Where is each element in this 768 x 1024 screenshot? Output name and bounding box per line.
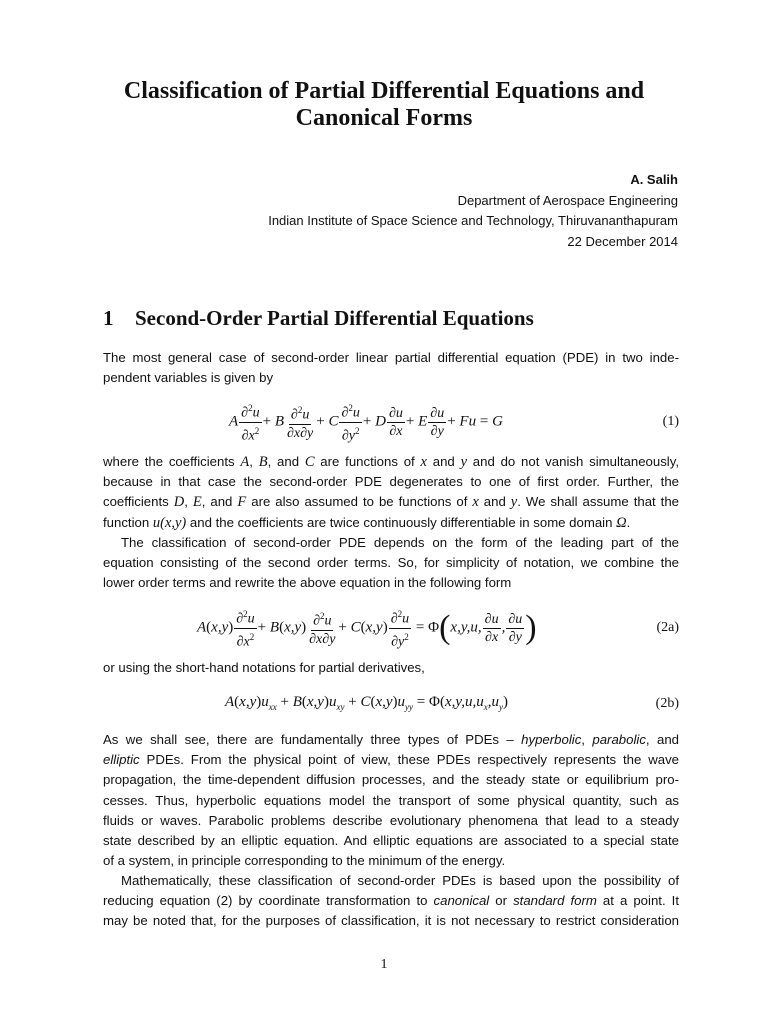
text-line: As we shall see, there are fundamentally three types of PDEs – hyperbolic, parabolic, and: [103, 732, 679, 747]
page-number: 1: [380, 957, 388, 972]
author-block: [268, 170, 678, 252]
equation-2b-body: $A(x,y)u_{xx} + B(x,y)u_{xy} + C(x,y)u_{yy} = \Phi(x,y,u,u_x,u_y)$: [225, 694, 508, 712]
text-line: state described by an elliptic equation. And elliptic equations are associated to a special state: [103, 833, 679, 849]
text-line: The most general case of second-order linear partial differential equation (PDE) in two inde-: [103, 350, 679, 365]
equation-1: [103, 400, 679, 444]
text-line: may be noted that, for the purposes of classification, it is not necessary to restrict consideration: [103, 913, 679, 929]
equation-2a-body: A(x,y) $\frac{\partial^2u}{\partial x^2}$ + B(x,y) $\frac{\partial^2u}{\partial x\partial y}$ + C(x,y) $\frac{\partial^2u}{\partial y^2}$ = Φ(x,y,u, $\frac{\partial u}{\partial x}$ , $\frac{\partial u}{\partial y}$ ): [197, 606, 537, 650]
equation-number: (1): [662, 414, 679, 429]
paragraph-canonical: [103, 871, 679, 932]
author-department: Department of Aerospace Engineering: [457, 192, 678, 208]
text-line: pendent variables is given by: [103, 370, 274, 386]
equation-2b: [103, 692, 679, 716]
section-title: Second-Order Partial Differential Equations: [135, 306, 534, 330]
text-line: or using the short-hand notations for partial derivatives,: [103, 660, 425, 675]
text-line: Mathematically, these classification of second-order PDEs is based upon the possibility of: [121, 873, 679, 888]
paper-title: [60, 78, 708, 132]
paragraph-coefficients: [103, 452, 679, 533]
equation-number: (2a): [656, 620, 679, 635]
text-line: propagation, the time-dependent diffusion processes, and the steady state or equilibrium pro-: [103, 772, 679, 788]
text-line: fluids or waves. Parabolic problems describe evolutionary phenomena that lead to a steady: [103, 812, 679, 828]
text-line: coefficients D, E, and F are also assumed to be functions of x and y. We shall assume that the: [103, 494, 679, 511]
title-line-2: Canonical Forms: [295, 105, 473, 131]
section-heading: [103, 306, 534, 331]
paragraph-types: [103, 730, 679, 871]
text-line: cesses. Thus, hyperbolic equations model the transport of some physical quantity, such as: [103, 792, 679, 808]
text-line: elliptic PDEs. From the physical point of view, these PDEs respectively represents the wave: [103, 752, 679, 768]
text-line: because in that case the second-order PDE degenerates to one of first order. Further, the: [103, 474, 679, 490]
text-line: of a system, in principle corresponding to the minimum of the energy.: [103, 853, 506, 869]
paragraph-shorthand: [103, 658, 679, 678]
title-line-1: Classification of Partial Differential Equations and: [123, 78, 645, 104]
author-institute: Indian Institute of Space Science and Technology, Thiruvananthapuram: [268, 213, 678, 228]
text-line: lower order terms and rewrite the above equation in the following form: [103, 575, 512, 591]
text-line: function u(x,y) and the coefficients are twice continuously differentiable in some domain Ω.: [103, 514, 631, 531]
equation-1-body: A $\frac{\partial^2u}{\partial x^2}$ + B $\frac{\partial^2u}{\partial x\partial y}$ + C $\frac{\partial^2u}{\partial y^2}$ + D $\frac{\partial u}{\partial x}$ + E $\frac{\partial u}{\partial y}$ + Fu = G: [229, 400, 503, 444]
text-line: where the coefficients A, B, and C are functions of x and y and do not vanish simultaneously,: [103, 454, 679, 470]
section-number: 1: [103, 306, 114, 330]
text-line: equation consisting of the second order terms. So, for simplicity of notation, we combine the: [103, 555, 679, 571]
equation-number: (2b): [655, 696, 679, 711]
author-name: A. Salih: [630, 172, 678, 187]
paragraph-classification: [103, 533, 679, 594]
text-line: The classification of second-order PDE depends on the form of the leading part of the: [121, 535, 679, 550]
text-line: reducing equation (2) by coordinate transformation to canonical or standard form at a point. It: [103, 893, 679, 909]
paragraph-intro: [103, 348, 679, 388]
paper-date: 22 December 2014: [567, 233, 678, 249]
equation-2a: [103, 604, 679, 652]
